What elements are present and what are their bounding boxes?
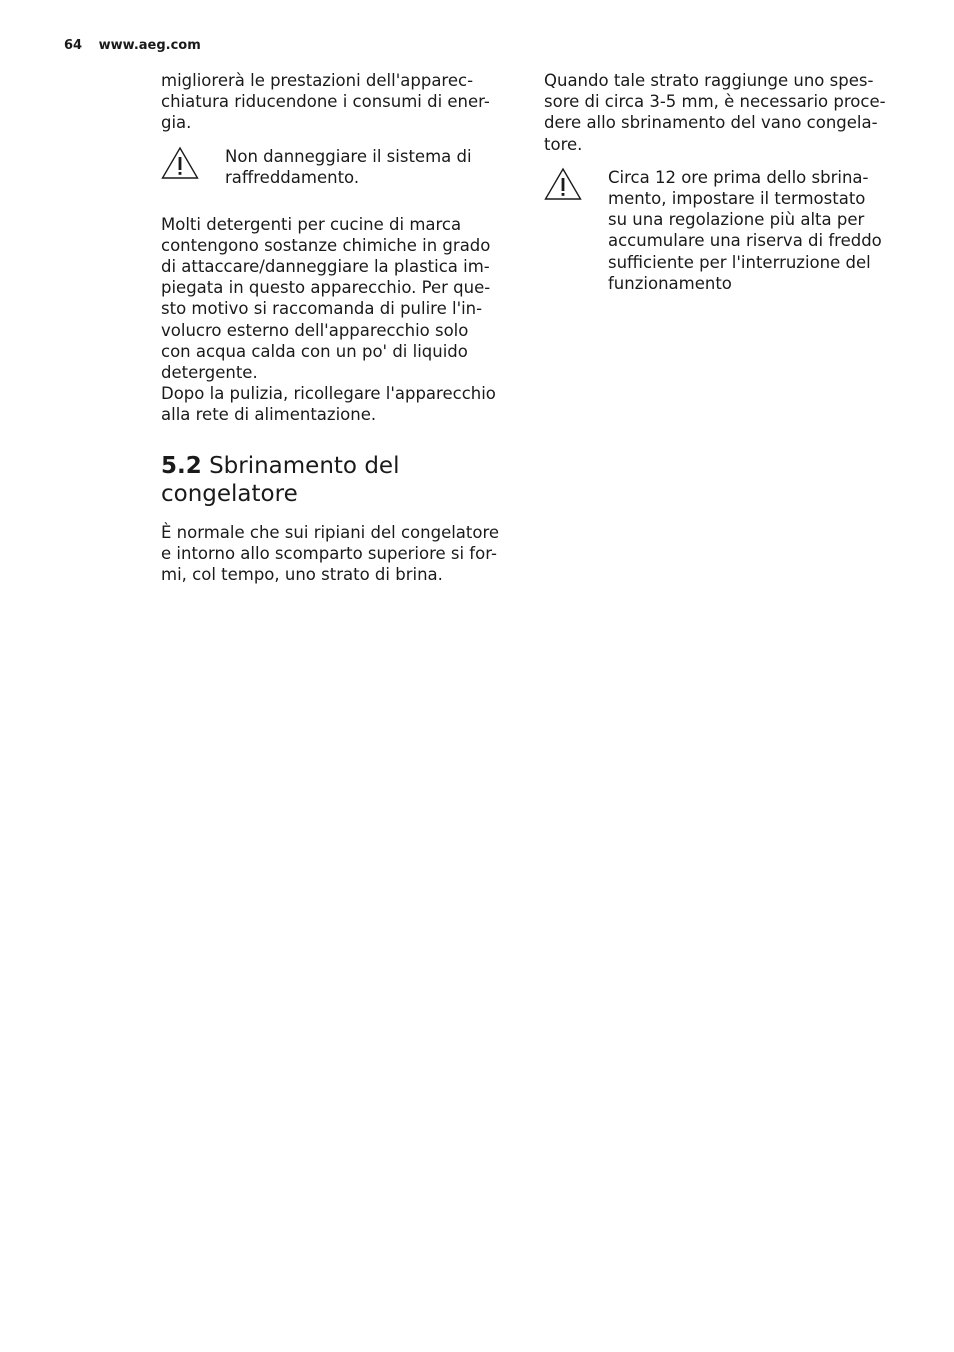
warning-block-cooling bbox=[161, 146, 517, 196]
section-title: Sbrinamento del congelatore bbox=[161, 452, 400, 507]
warning-text-defrost: Circa 12 ore prima dello sbrina- mento, impostare il termostato su una regolazione più alta per accumulare una riserva di freddo sufficiente per l'interruzione del funzionamento bbox=[608, 167, 882, 293]
site-url: www.aeg.com bbox=[98, 38, 201, 53]
cleaning-paragraph: Molti detergenti per cucine di marca contengono sostanze chimiche in grado di attaccare/danneggiare la plastica im- piegata in questo apparecchio. Per que- sto motivo si raccomanda di pulire l'in- volucro esterno dell'apparecchio solo con acqua calda con un po' di liquido detergente. bbox=[161, 214, 491, 383]
warning-block-defrost bbox=[544, 167, 900, 294]
page-header bbox=[64, 38, 201, 53]
page-number: 64 bbox=[64, 38, 83, 53]
warning-triangle-icon bbox=[161, 146, 199, 180]
frost-thickness-paragraph: Quando tale strato raggiunge uno spes- sore di circa 3-5 mm, è necessario proce- dere allo sbrinamento del vano congela- tore. bbox=[544, 71, 886, 154]
after-cleaning-paragraph: Dopo la pulizia, ricollegare l'apparecchio alla rete di alimentazione. bbox=[161, 384, 496, 425]
section-body-paragraph: È normale che sui ripiani del congelatore e intorno allo scomparto superiore si for- mi, col tempo, uno strato di brina. bbox=[161, 522, 500, 585]
warning-triangle-icon bbox=[544, 167, 582, 201]
left-column bbox=[161, 70, 517, 585]
warning-text-cooling: Non danneggiare il sistema di raffreddamento. bbox=[225, 146, 472, 187]
section-heading bbox=[161, 452, 517, 508]
right-column bbox=[544, 70, 900, 294]
intro-paragraph: migliorerà le prestazioni dell'apparec- chiatura riducendone i consumi di ener- gia. bbox=[161, 71, 490, 133]
section-number: 5.2 bbox=[161, 452, 202, 479]
